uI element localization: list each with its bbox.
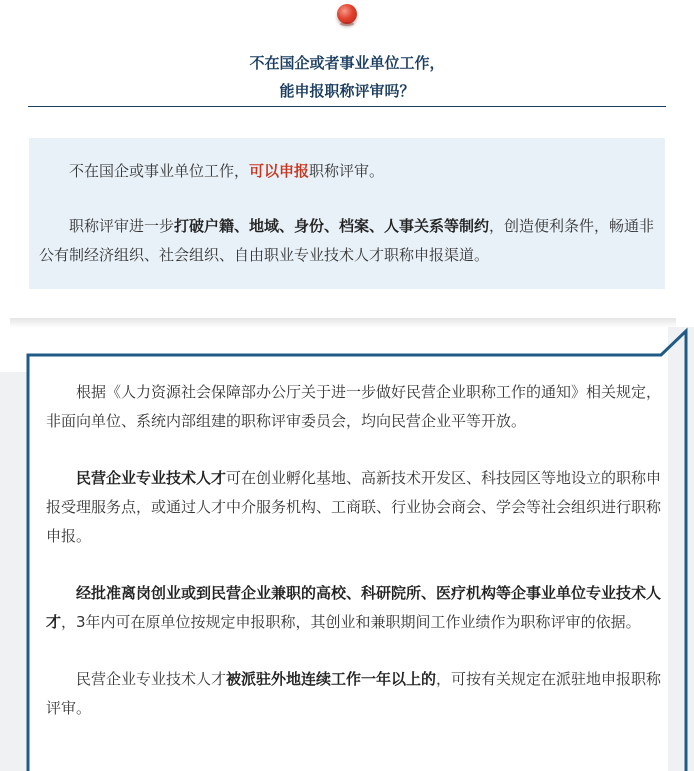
answer-highlight: 可以申报 [249,162,310,180]
detail-paragraph-4: 民营企业专业技术人才被派驻外地连续工作一年以上的，可按有关规定在派驻地申报职称评审。 [46,670,662,717]
detail-section [46,378,666,723]
question-title-line-2: 能申报职称评审吗？ [279,82,415,100]
answer-emphasis: 打破户籍、地域、身份、档案、人事关系等制约 [174,217,490,235]
detail-paragraph-1: 根据《人力资源社会保障部办公厅关于进一步做好民营企业职称工作的通知》相关规定，非面向单位、系统内部组建的职称评审委员会，均向民营企业平等开放。 [46,383,662,430]
question-title-line-1: 不在国企或者事业单位工作， [249,54,445,72]
answer-paragraph-1: 不在国企或事业单位工作，可以申报职称评审。 [69,162,385,180]
detail-paragraph-2: 民营企业专业技术人才可在创业孵化基地、高新技术开发区、科技园区等地设立的职称申报受理服务点，或通过人才中介服务机构、工商联、行业协会商会、学会等社会组织进行职称申报。 [46,469,662,545]
answer-paragraph-2: 职称评审进一步打破户籍、地域、身份、档案、人事关系等制约，创造便利条件，畅通非公有制经济组织、社会组织、自由职业专业技术人才职称申报渠道。 [39,217,655,264]
detail-paragraph-3: 经批准离岗创业或到民营企业兼职的高校、科研院所、医疗机构等企事业单位专业技术人才，3年内可在原单位按规定申报职称，其创业和兼职期间工作业绩作为职称评审的依据。 [46,584,662,631]
